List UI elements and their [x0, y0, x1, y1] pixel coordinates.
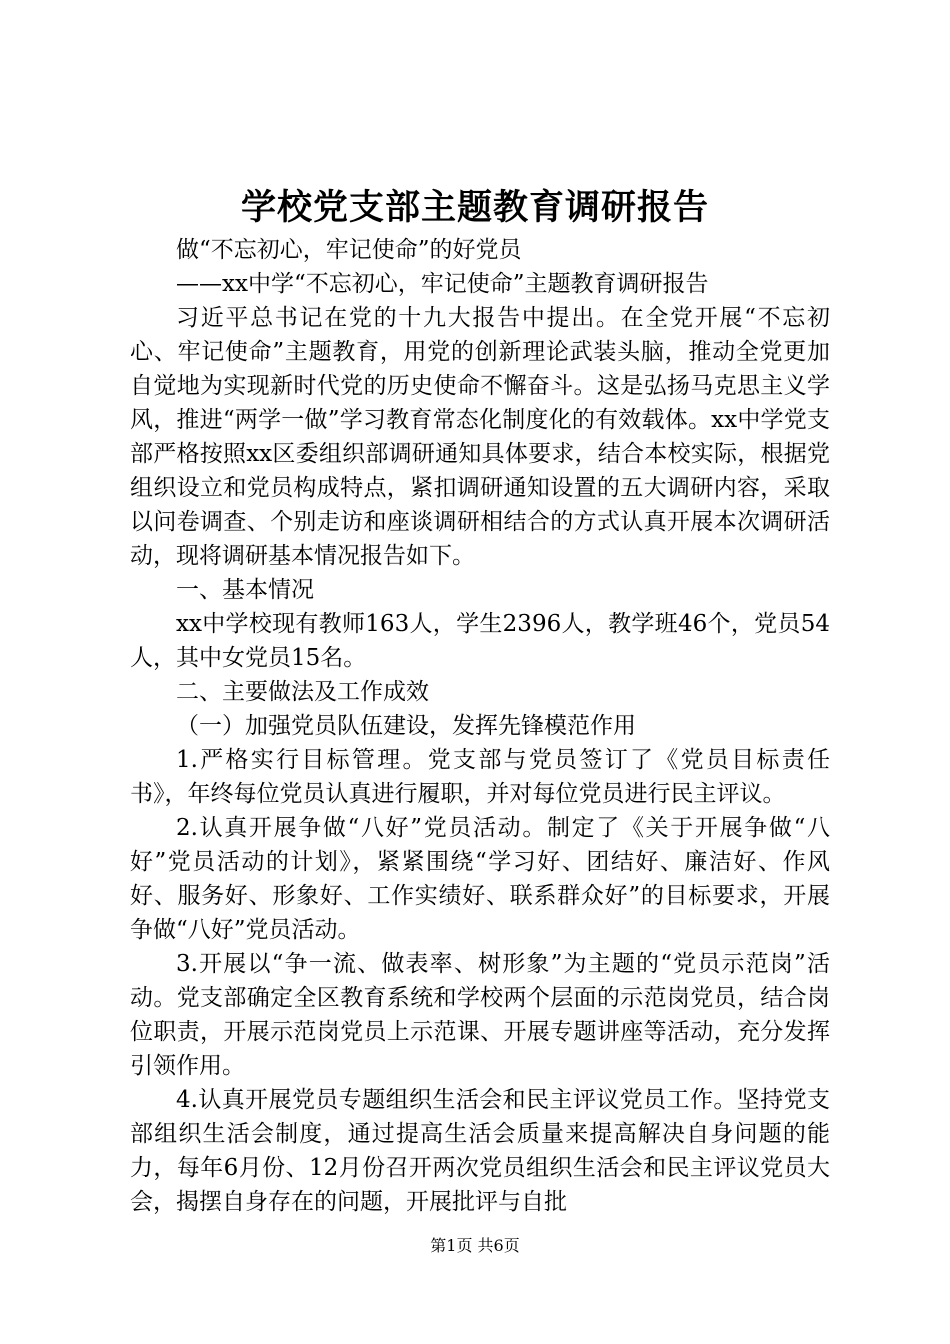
subtitle: 做“不忘初心，牢记使命”的好党员 [176, 237, 522, 263]
paragraph-intro: 习近平总书记在党的十九大报告中提出。在全党开展“不忘初心、牢记使命”主题教育，用党的创新理论武装头脑，推动全党更加自觉地为实现新时代党的历史使命不懈奋斗。这是弘扬马克思主义学风，推进“两学一做”学习教育常态化制度化的有效载体。xx中学党支部严格按照xx区委组织部调研通知具体要求，结合本校实际，根据党组织设立和党员构成特点，紧扣调研通知设置的五大调研内容，采取以问卷调查、个别走访和座谈调研相结合的方式认真开展本次调研活动，现将调研基本情况报告如下。 [130, 305, 830, 569]
paragraph-basic: xx中学校现有教师163人，学生2396人，教学班46个，党员54人，其中女党员15名。 [130, 611, 830, 671]
subsection-heading: （一）加强党员队伍建设，发挥先锋模范作用 [176, 713, 636, 739]
subtitle-dash: ——xx中学“不忘初心，牢记使命”主题教育调研报告 [176, 271, 709, 297]
section-heading-basic: 一、基本情况 [176, 577, 314, 603]
page-footer: 第1页 共6页 [430, 1236, 520, 1255]
section-heading-practices: 二、主要做法及工作成效 [176, 679, 429, 705]
document-body [130, 233, 830, 1219]
paragraph-item-1: 1.严格实行目标管理。党支部与党员签订了《党员目标责任书》，年终每位党员认真进行履职，并对每位党员进行民主评议。 [130, 747, 830, 807]
paragraph-item-3: 3.开展以“争一流、做表率、树形象”为主题的“党员示范岗”活动。党支部确定全区教育系统和学校两个层面的示范岗党员，结合岗位职责，开展示范岗党员上示范课、开展专题讲座等活动，充分发挥引领作用。 [130, 951, 830, 1079]
paragraph-item-4: 4.认真开展党员专题组织生活会和民主评议党员工作。坚持党支部组织生活会制度，通过提高生活会质量来提高解决自身问题的能力，每年6月份、12月份召开两次党员组织生活会和民主评议党员大会，揭摆自身存在的问题，开展批评与自批 [130, 1087, 830, 1215]
document-title: 学校党支部主题教育调研报告 [240, 187, 709, 228]
paragraph-item-2: 2.认真开展争做“八好”党员活动。制定了《关于开展争做“八好”党员活动的计划》，紧紧围绕“学习好、团结好、廉洁好、作风好、服务好、形象好、工作实绩好、联系群众好”的目标要求，开展争做“八好”党员活动。 [130, 815, 830, 943]
